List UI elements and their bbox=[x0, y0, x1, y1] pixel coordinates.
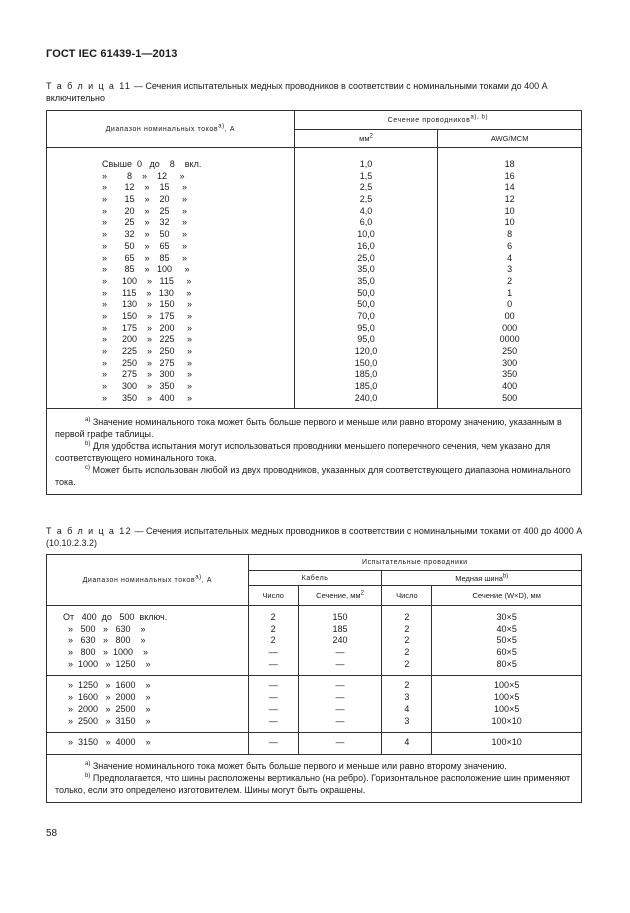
table12-count-cell: 2 bbox=[270, 635, 276, 646]
table11-header-range: Диапазон номинальных токов$^{a)}$, А bbox=[47, 111, 295, 148]
table12-section-cell: 185 bbox=[332, 623, 348, 634]
table11-range-cell: » 250 » 275 » bbox=[102, 357, 193, 368]
table12-row-group bbox=[47, 676, 582, 733]
table11-mm2-cell: 1,0 bbox=[359, 159, 373, 169]
table11-range-cell: » 8 » 12 » bbox=[102, 170, 185, 181]
table11-range-cell: » 32 » 50 » bbox=[102, 229, 188, 240]
table12-range-cell: » 800 » 1000 » bbox=[63, 647, 149, 658]
table12-count-cell: — bbox=[268, 737, 278, 748]
table12-bus-count-cell: 2 bbox=[404, 680, 410, 691]
table11-mm2-cell: 25,0 bbox=[357, 252, 375, 263]
table11-awg-cell: 10 bbox=[504, 205, 515, 216]
table12-bus-count-cell: 2 bbox=[404, 623, 410, 634]
table11-mm2-cell: 120,0 bbox=[354, 346, 378, 356]
table12-header-count2: Число bbox=[382, 586, 432, 606]
table11-awg-cell: 0 bbox=[507, 299, 513, 310]
table11-caption bbox=[46, 80, 586, 104]
table12-range-cell: » 2000 » 2500 » bbox=[63, 703, 151, 714]
table11-range-cell: » 300 » 350 » bbox=[102, 381, 193, 392]
table12-section-cell: — bbox=[335, 703, 345, 714]
table11-range-cell: » 65 » 85 » bbox=[102, 252, 188, 263]
table12-count-cell: — bbox=[268, 658, 278, 669]
table12-range-cell: От 400 до 500 включ. bbox=[63, 612, 168, 622]
table11-mm2-cell: 10,0 bbox=[357, 229, 375, 240]
table12-bus-count-cell: 2 bbox=[404, 647, 410, 658]
table12-note-a: $^{a)}$ Значение номинального тока может быть больше первого и меньше или равно второму значению. bbox=[85, 760, 507, 771]
table11-awg-cell: 12 bbox=[504, 194, 515, 205]
table12-bus-section-cell: 50×5 bbox=[496, 635, 517, 646]
table11-range-cell: » 12 » 15 » bbox=[102, 182, 188, 193]
table11-range-cell: » 175 » 200 » bbox=[102, 322, 193, 333]
table12-header-section-wd: Сечение (W×D), мм bbox=[432, 586, 582, 606]
table11-header-section: Сечение проводников$^{a), b)}$ bbox=[294, 111, 581, 130]
table11-label: Т а б л и ц а 11 bbox=[46, 81, 132, 91]
table12-bus-section-cell: 40×5 bbox=[496, 623, 517, 634]
table11-range-cell: » 200 » 225 » bbox=[102, 334, 193, 345]
table11-awg-cell: 14 bbox=[504, 182, 515, 193]
table11-mm2-cell: 240,0 bbox=[354, 392, 378, 403]
table12-bus-section-cell: 30×5 bbox=[496, 612, 517, 622]
table11-awg-cell: 2 bbox=[507, 275, 513, 286]
table12-count-cell: — bbox=[268, 715, 278, 726]
table12-count-cell: — bbox=[268, 647, 278, 658]
table11-range-cell: » 50 » 65 » bbox=[102, 240, 188, 251]
table11-header-mm2: $мм^2$ bbox=[294, 130, 438, 148]
table11-range-cell: » 225 » 250 » bbox=[102, 346, 193, 356]
table12-range-cell: » 1000 » 1250 » bbox=[63, 658, 151, 669]
table11-range-cell: » 150 » 175 » bbox=[102, 310, 193, 321]
table11-awg-cell: 500 bbox=[502, 392, 518, 403]
table12-range-cell: » 3150 » 4000 » bbox=[63, 737, 151, 748]
table12-label: Т а б л и ц а 12 bbox=[46, 526, 133, 536]
table12 bbox=[46, 554, 582, 803]
table12-bus-count-cell: 4 bbox=[404, 703, 410, 714]
table11-mm2-cell: 95,0 bbox=[357, 334, 375, 345]
table11-mm2-cell: 2,5 bbox=[359, 194, 373, 205]
table11-awg-cell: 350 bbox=[502, 369, 518, 380]
table11-range-cell: » 20 » 25 » bbox=[102, 205, 188, 216]
document-header: ГОСТ IEC 61439-1—2013 bbox=[46, 48, 178, 60]
table11-title: — Сечения испытательных медных проводников в соответствии с номинальными токами до 400 А включительно bbox=[46, 81, 548, 103]
table11-range-cell: » 130 » 150 » bbox=[102, 299, 193, 310]
table11-awg-cell: 10 bbox=[504, 217, 515, 228]
table12-bus-section-cell: 100×5 bbox=[494, 692, 520, 703]
table12-count-cell: — bbox=[268, 692, 278, 703]
table12-bus-section-cell: 60×5 bbox=[496, 647, 517, 658]
table11-notes bbox=[47, 409, 582, 495]
table12-bus-count-cell: 2 bbox=[404, 635, 410, 646]
table12-bus-section-cell: 100×5 bbox=[494, 680, 520, 691]
table11-awg-cell: 0000 bbox=[499, 334, 520, 345]
table11-range-cell: » 350 » 400 » bbox=[102, 392, 193, 403]
table11-mm2-cell: 50,0 bbox=[357, 299, 375, 310]
table12-header-section-mm2: Сечение, $мм^2$ bbox=[298, 586, 382, 606]
table12-section-cell: — bbox=[335, 715, 345, 726]
table12-range-cell: » 1600 » 2000 » bbox=[63, 692, 151, 703]
table12-row-group bbox=[47, 606, 582, 676]
table12-range-cell: » 500 » 630 » bbox=[63, 623, 146, 634]
table11-awg-cell: 400 bbox=[502, 381, 518, 392]
table12-header-range: Диапазон номинальных токов$^{a)}$, А bbox=[47, 555, 249, 606]
table11-awg-cell: 1 bbox=[507, 287, 513, 298]
table11-mm2-cell: 4,0 bbox=[359, 205, 373, 216]
table11-range-cell: » 275 » 300 » bbox=[102, 369, 193, 380]
table11-awg-cell: 300 bbox=[502, 357, 518, 368]
table11-range-cell: » 15 » 20 » bbox=[102, 194, 188, 205]
table12-bus-count-cell: 3 bbox=[404, 715, 410, 726]
table12-range-cell: » 2500 » 3150 » bbox=[63, 715, 151, 726]
table11-awg-cell: 18 bbox=[504, 159, 515, 169]
table11-note-b: $^{b)}$ Для удобства испытания могут использоваться проводники меньшего поперечного сечения, чем указано для соответствующего номинального тока. bbox=[55, 441, 551, 464]
table11-awg-cell: 000 bbox=[502, 322, 518, 333]
table12-section-cell: — bbox=[335, 680, 345, 691]
table12-range-cell: » 630 » 800 » bbox=[63, 635, 146, 646]
table12-count-cell: — bbox=[268, 703, 278, 714]
table12-count-cell: 2 bbox=[270, 612, 276, 622]
table12-note-b: $^{b)}$ Предполагается, что шины расположены вертикально (на ребро). Горизонтальное расположение шин применяют только, если это определено изготовителем. Шины могут быть окрашены. bbox=[55, 772, 571, 795]
table12-bus-section-cell: 100×10 bbox=[491, 715, 522, 726]
table12-bus-section-cell: 100×5 bbox=[494, 703, 520, 714]
table11-mm2-cell: 2,5 bbox=[359, 182, 373, 193]
table11-range-cell: » 115 » 130 » bbox=[102, 287, 192, 298]
table11-mm2-cell: 95,0 bbox=[357, 322, 375, 333]
table12-notes bbox=[47, 754, 582, 802]
table11-header-awg: AWG/MCM bbox=[438, 130, 582, 148]
table12-bus-count-cell: 3 bbox=[404, 692, 410, 703]
table11-mm2-cell: 16,0 bbox=[357, 240, 375, 251]
table11-note-c: $^{c)}$ Может быть использован любой из двух проводников, указанных для соответствующего диапазона номинального тока. bbox=[55, 465, 571, 488]
table11-mm2-cell: 35,0 bbox=[357, 275, 375, 286]
table11-awg-cell: 250 bbox=[502, 346, 518, 356]
table11-range-cell: » 25 » 32 » bbox=[102, 217, 188, 228]
table12-section-cell: 150 bbox=[332, 612, 348, 622]
page-number: 58 bbox=[46, 828, 58, 839]
table12-header-cable: Кабель bbox=[248, 571, 382, 586]
table11-awg-cell: 6 bbox=[507, 240, 513, 251]
table12-section-cell: — bbox=[335, 658, 345, 669]
table12-bus-section-cell: 80×5 bbox=[496, 658, 517, 669]
table12-caption bbox=[46, 525, 586, 549]
table12-section-cell: — bbox=[335, 692, 345, 703]
table12-count-cell: — bbox=[268, 680, 278, 691]
table12-row-group bbox=[47, 733, 582, 755]
table12-range-cell: » 1250 » 1600 » bbox=[63, 680, 151, 691]
table11-range-cell: » 85 » 100 » bbox=[102, 264, 190, 275]
table12-title: — Сечения испытательных медных проводников в соответствии с номинальными токами от 400 до 4000 А (10.10.2.3.2) bbox=[46, 526, 583, 548]
table11-awg-cell: 8 bbox=[507, 229, 513, 240]
table11-note-a: $^{a)}$ Значение номинального тока может быть больше первого и меньше или равно второму значению, указанным в первой графе таблицы. bbox=[55, 417, 562, 440]
table11-range-cell: » 100 » 115 » bbox=[102, 275, 192, 286]
table11-range-column bbox=[47, 148, 295, 409]
table11-mm2-cell: 35,0 bbox=[357, 264, 375, 275]
table12-bus-count-cell: 4 bbox=[404, 737, 410, 748]
table11-awg-cell: 3 bbox=[507, 264, 513, 275]
table11-mm2-cell: 150,0 bbox=[354, 357, 378, 368]
table12-section-cell: — bbox=[335, 647, 345, 658]
table12-header-count: Число bbox=[248, 586, 298, 606]
table12-header-test: Испытательные проводники bbox=[248, 555, 581, 571]
table11-range-cell: Свыше 0 до 8 вкл. bbox=[102, 159, 202, 169]
table11-awg-column bbox=[438, 148, 582, 409]
table11-mm2-cell: 50,0 bbox=[357, 287, 375, 298]
table11-awg-cell: 16 bbox=[504, 170, 515, 181]
table12-bus-count-cell: 2 bbox=[404, 612, 410, 622]
table11-awg-cell: 4 bbox=[507, 252, 513, 263]
table11-mm2-cell: 70,0 bbox=[357, 310, 375, 321]
table11-awg-cell: 00 bbox=[504, 310, 515, 321]
table12-section-cell: 240 bbox=[332, 635, 348, 646]
table11-mm2-cell: 185,0 bbox=[354, 381, 378, 392]
table12-bus-count-cell: 2 bbox=[404, 658, 410, 669]
table11-mm2-cell: 185,0 bbox=[354, 369, 378, 380]
table12-header-bus: Медная шина$^{b)}$ bbox=[382, 571, 582, 586]
table12-count-cell: 2 bbox=[270, 623, 276, 634]
table12-bus-section-cell: 100×10 bbox=[491, 737, 522, 748]
table11-mm2-cell: 6,0 bbox=[359, 217, 373, 228]
table11-mm2-cell: 1,5 bbox=[359, 170, 373, 181]
table11-mm2-column bbox=[294, 148, 438, 409]
table12-section-cell: — bbox=[335, 737, 345, 748]
table11 bbox=[46, 110, 582, 495]
